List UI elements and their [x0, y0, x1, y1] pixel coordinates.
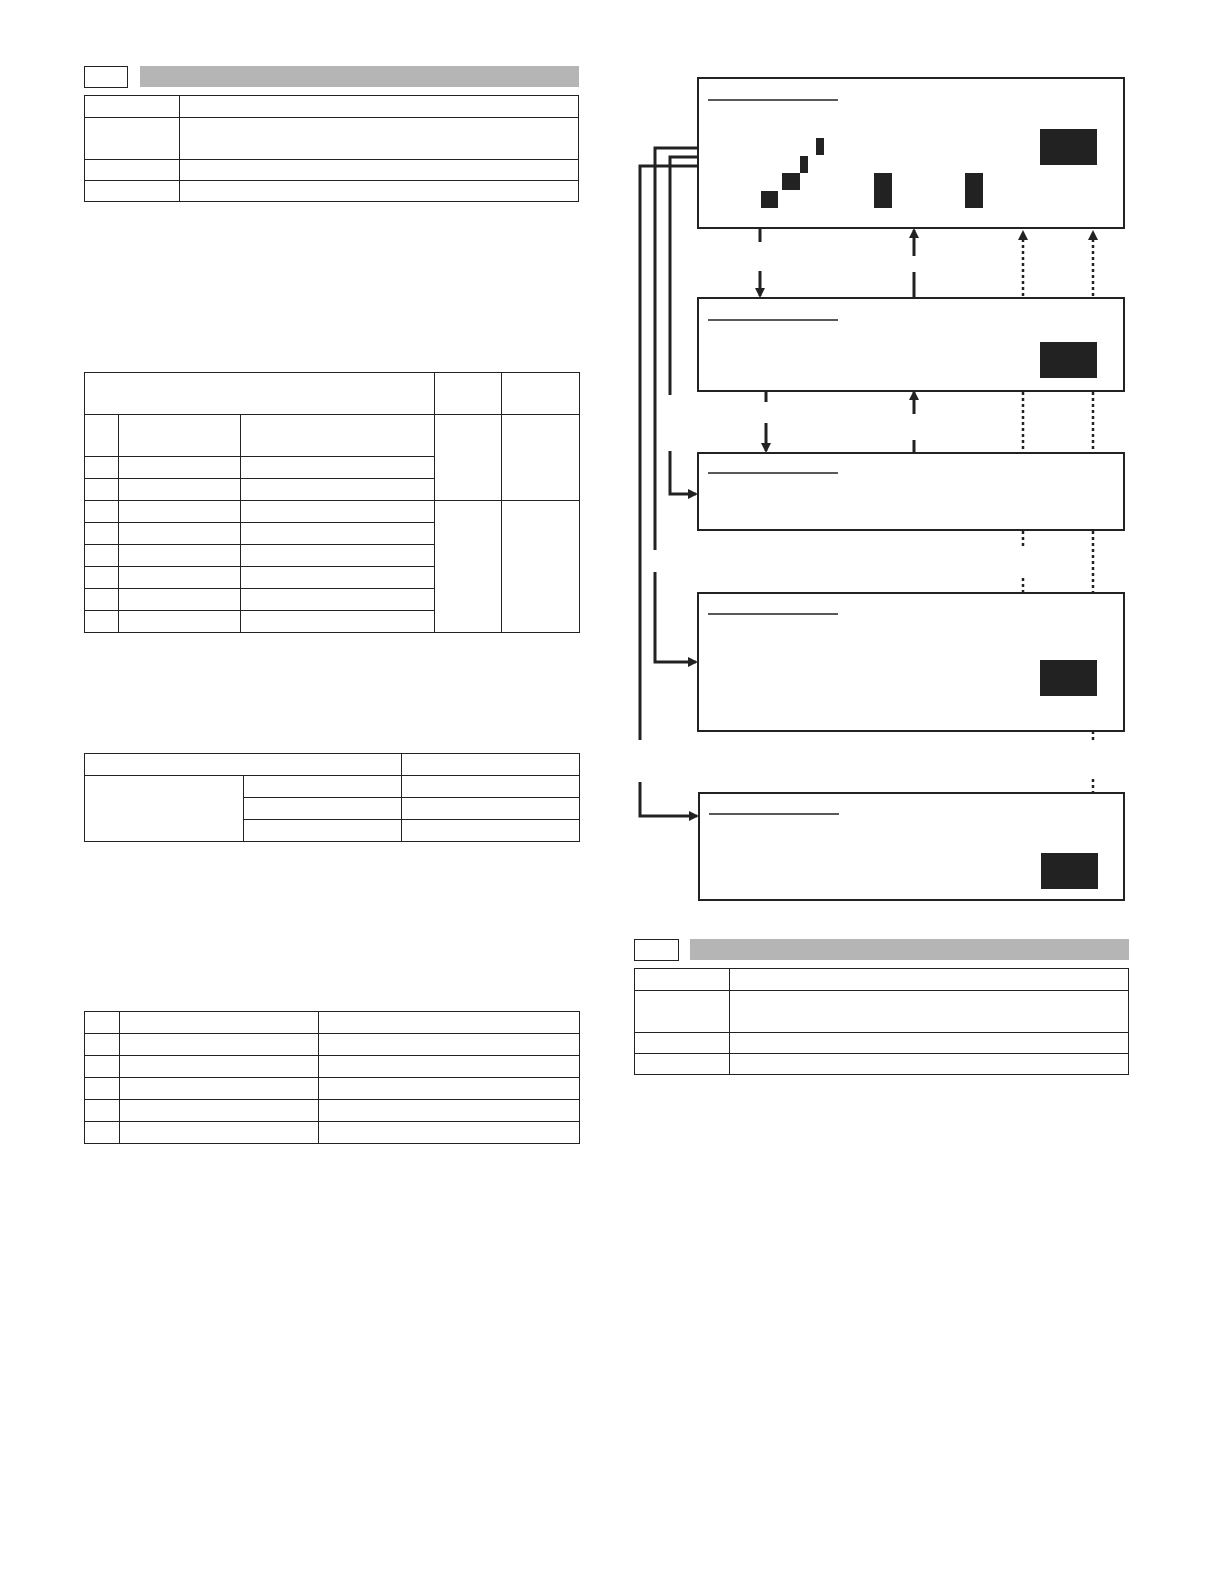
lcd-screen-4 [698, 593, 1124, 731]
table-cell [635, 1033, 730, 1054]
table-cell [635, 1054, 730, 1075]
lcd-screen-5 [699, 793, 1124, 900]
branch-line-to-screen-4 [655, 148, 698, 662]
lcd-screen-1 [698, 78, 1124, 228]
lcd-highlight-block [1040, 129, 1097, 165]
table-row [635, 1054, 1129, 1075]
section-title-bar [690, 939, 1129, 960]
branch-line-to-screen-3 [670, 157, 698, 494]
table-cell [730, 991, 1129, 1033]
lcd-screen-2 [698, 298, 1124, 391]
table-cell [635, 991, 730, 1033]
table-cell [730, 1033, 1129, 1054]
lcd-cursor-block [874, 173, 892, 208]
lcd-cursor-block [761, 191, 778, 208]
info-table-right [634, 968, 1129, 1075]
table-row [635, 1033, 1129, 1054]
lcd-cursor-block [800, 156, 808, 173]
lcd-screen-3 [698, 453, 1124, 530]
lcd-cursor-block [782, 173, 800, 190]
lcd-highlight-block [1040, 342, 1097, 378]
table-cell [730, 1054, 1129, 1075]
lcd-cursor-block [816, 138, 824, 155]
lcd-cursor-block [965, 173, 983, 208]
section-code-box [634, 939, 679, 961]
table-cell [635, 969, 730, 991]
table-row [635, 991, 1129, 1033]
table-cell [730, 969, 1129, 991]
lcd-highlight-block [1041, 853, 1098, 889]
table-row [635, 969, 1129, 991]
lcd-highlight-block [1040, 660, 1097, 696]
